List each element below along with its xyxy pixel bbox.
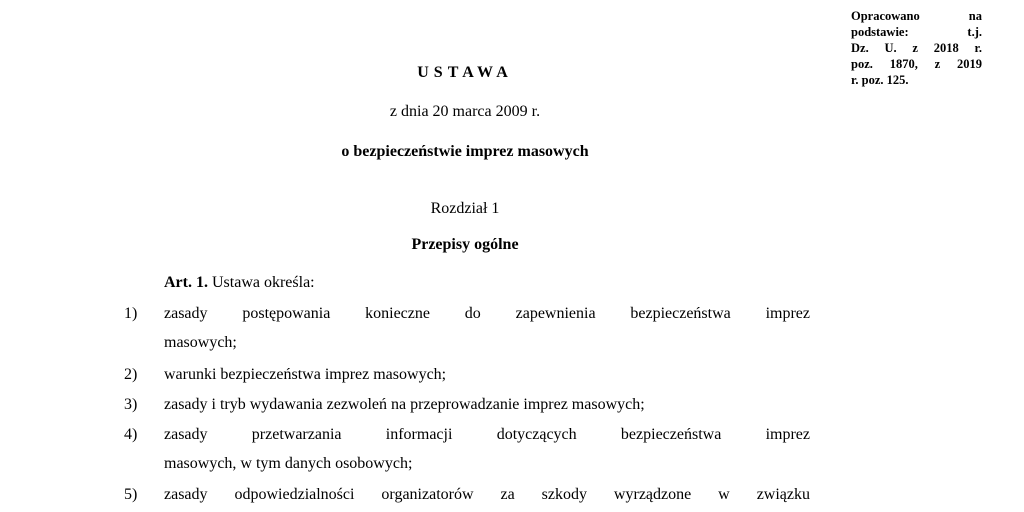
list-item-text	[164, 480, 810, 509]
list-item-line: zasady odpowiedzialności organizatorów za szkody wyrządzone w związku	[164, 486, 810, 503]
list-item-number: 1)	[124, 305, 138, 322]
list-item-number: 5)	[124, 486, 138, 503]
chapter-number: Rozdział 1	[430, 200, 500, 217]
source-note-line: Dz. U. z 2018 r.	[851, 41, 982, 55]
list-item-number: 2)	[124, 366, 138, 383]
source-note-line: poz. 1870, z 2019	[851, 57, 982, 71]
act-subject-heading: o bezpieczeństwie imprez masowych	[341, 143, 589, 160]
list-item-line: zasady i tryb wydawania zezwoleń na przeprowadzanie imprez masowych;	[164, 396, 645, 413]
list-item-text	[164, 360, 810, 389]
article-intro	[164, 274, 315, 292]
act-date: z dnia 20 marca 2009 r.	[389, 103, 541, 120]
source-note-line: podstawie: t.j.	[851, 25, 982, 39]
list-item-line: warunki bezpieczeństwa imprez masowych;	[164, 366, 447, 383]
list-item-line: masowych, w tym danych osobowych;	[164, 455, 413, 472]
list-item-text	[164, 420, 810, 478]
list-item-number: 4)	[124, 426, 138, 443]
source-note-line: Opracowano na	[851, 9, 982, 23]
list-item-line: zasady postępowania konieczne do zapewnienia bezpieczeństwa imprez	[164, 305, 810, 322]
list-item-text	[164, 390, 810, 419]
article-intro-text: Ustawa określa:	[211, 274, 315, 291]
source-note-line: r. poz. 125.	[851, 73, 909, 87]
article-label: Art. 1.	[164, 274, 208, 291]
list-item-text	[164, 299, 810, 357]
list-item-line: masowych;	[164, 334, 237, 351]
list-item-line: zasady przetwarzania informacji dotyczących bezpieczeństwa imprez	[164, 426, 810, 443]
act-type-heading: USTAWA	[417, 64, 513, 81]
list-item-number: 3)	[124, 396, 138, 413]
chapter-title: Przepisy ogólne	[411, 236, 519, 253]
